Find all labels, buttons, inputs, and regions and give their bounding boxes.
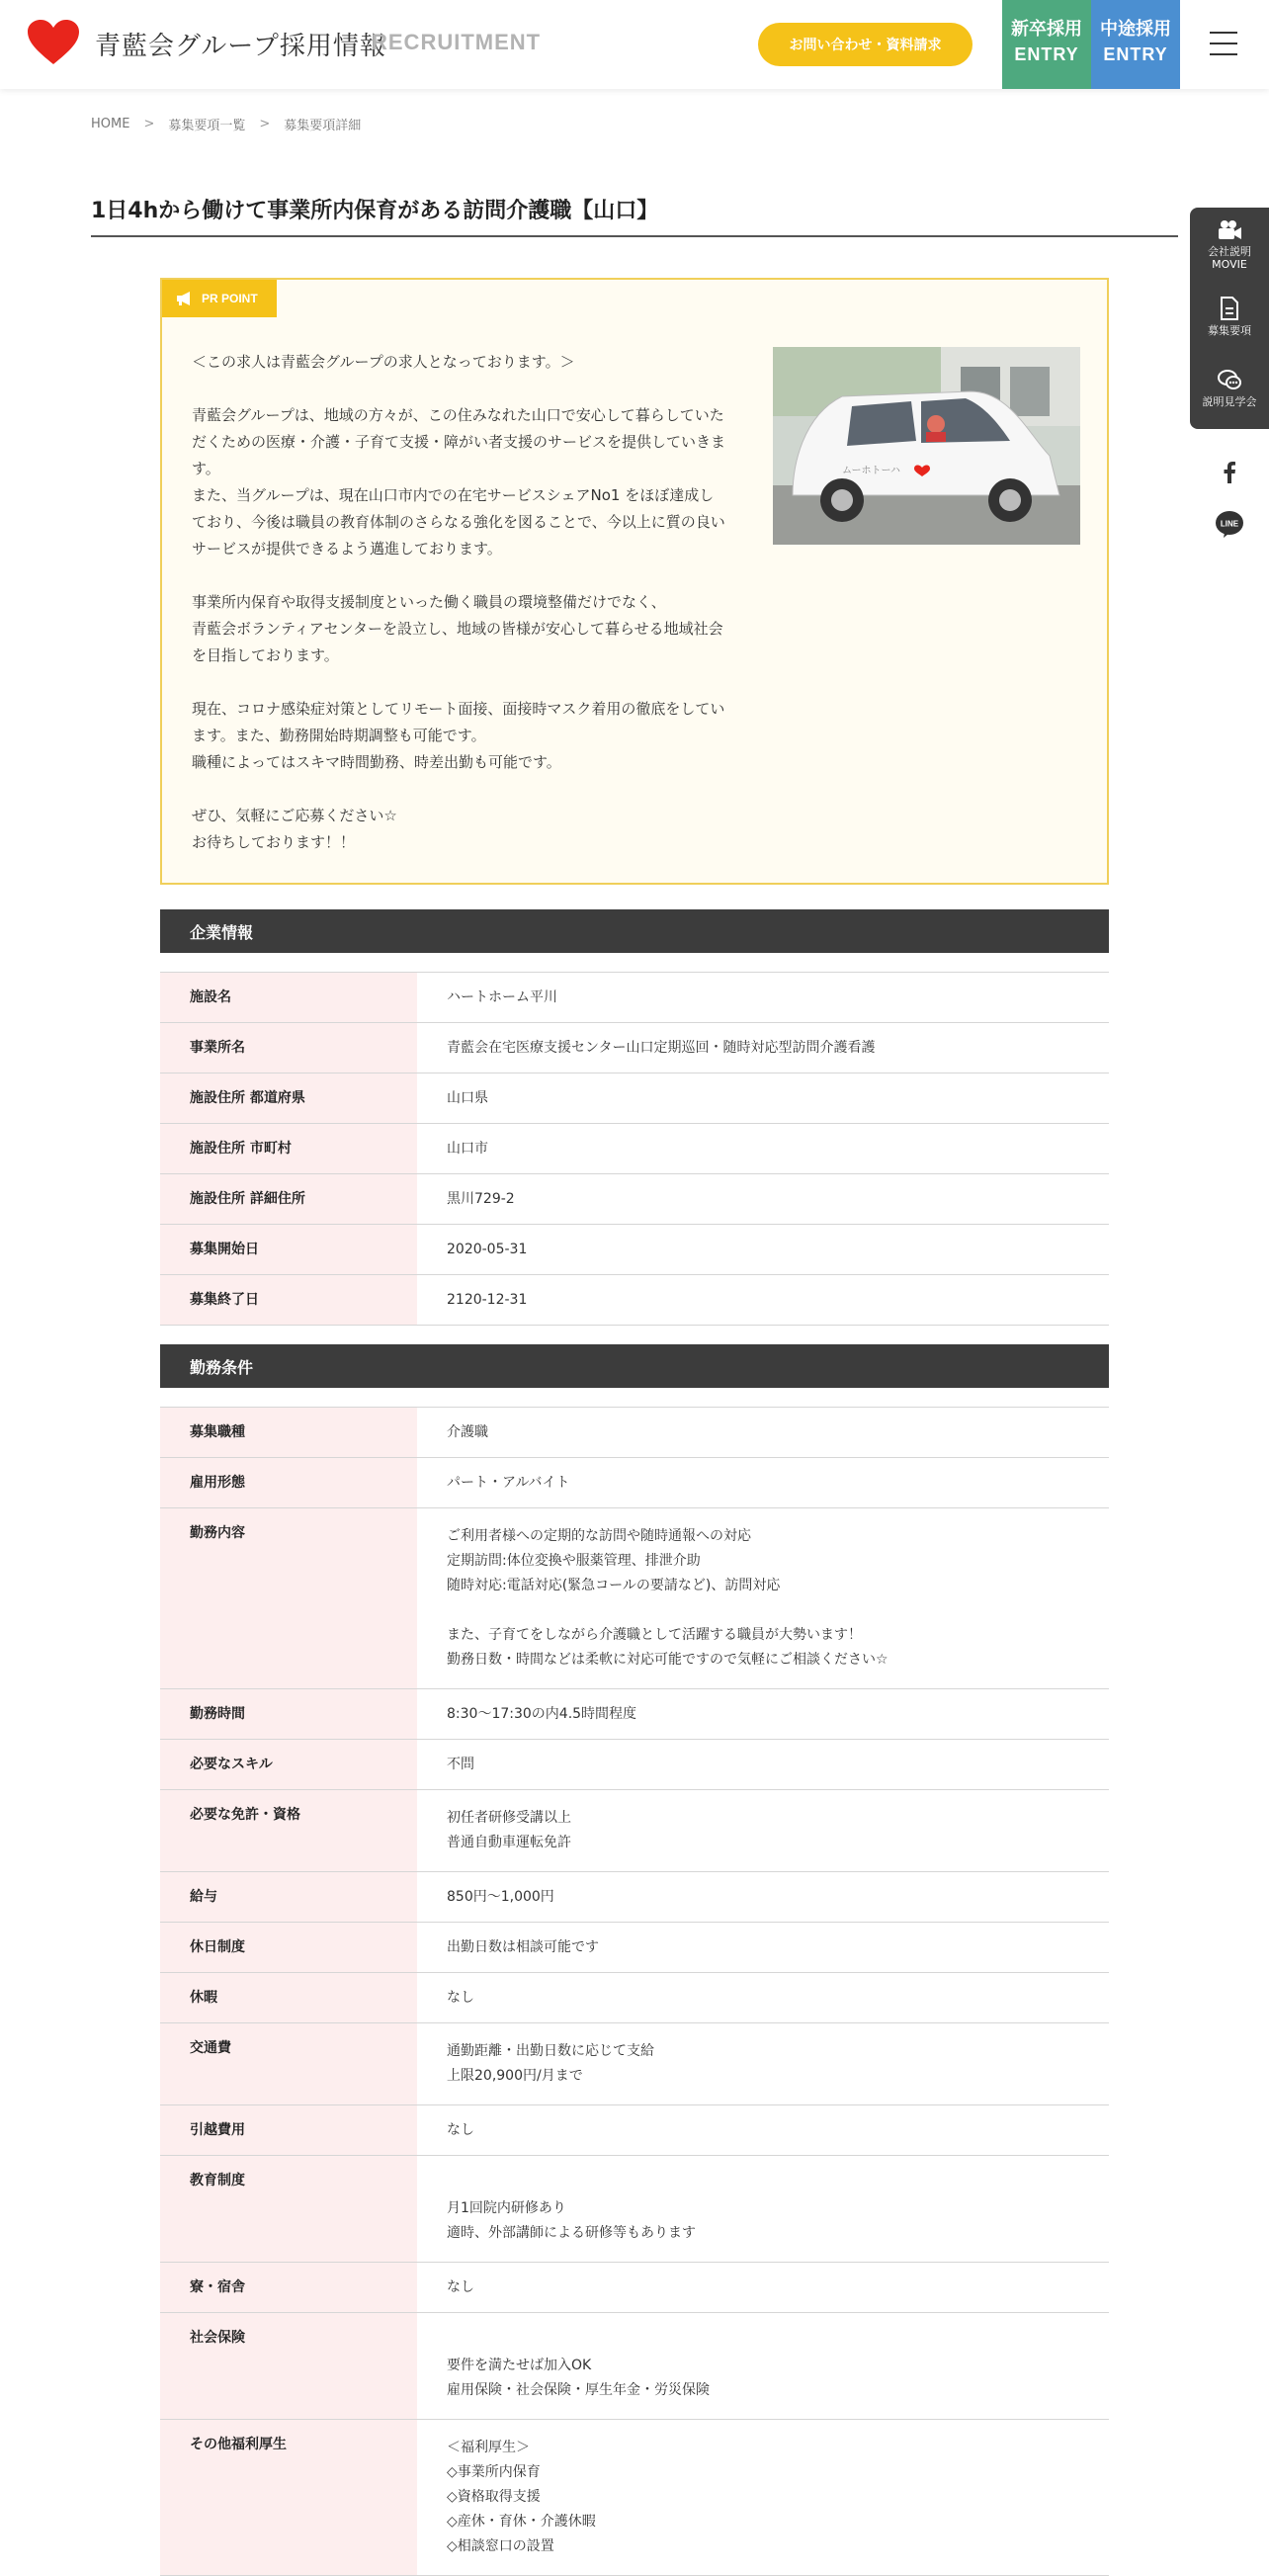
- work-conditions-table: [160, 1407, 1109, 2576]
- row-label: 引越費用: [160, 2105, 417, 2155]
- page-title: 1日4hから働けて事業所内保育がある訪問介護職【山口】: [91, 199, 659, 223]
- heart-logo-icon[interactable]: [28, 20, 79, 65]
- row-label: 募集職種: [160, 1408, 417, 1457]
- breadcrumb: [91, 115, 361, 133]
- table-row: [160, 1174, 1109, 1225]
- entry-new-sub: ENTRY: [1014, 44, 1079, 64]
- table-row: [160, 1225, 1109, 1275]
- pr-point-text: PR POINT: [202, 292, 258, 305]
- mid-career-entry-button[interactable]: [1091, 0, 1180, 89]
- row-label: 給与: [160, 1872, 417, 1922]
- company-info-heading: 企業情報: [160, 909, 1109, 953]
- site-title[interactable]: 青藍会グループ採用情報: [95, 32, 386, 61]
- table-row: [160, 2156, 1109, 2263]
- row-label: 施設名: [160, 973, 417, 1022]
- row-label: 施設住所 都道府県: [160, 1073, 417, 1123]
- side-floating-panel: [1190, 208, 1269, 429]
- table-row: [160, 1508, 1109, 1689]
- row-label: 施設住所 詳細住所: [160, 1174, 417, 1224]
- table-row: [160, 1923, 1109, 1973]
- row-label: 休暇: [160, 1973, 417, 2022]
- chevron-right-icon: >: [259, 117, 271, 131]
- table-row: [160, 1740, 1109, 1790]
- table-row: [160, 1408, 1109, 1458]
- row-value: 8:30～17:30の内4.5時間程度: [447, 1706, 637, 1722]
- row-value: 2120-12-31: [447, 1292, 528, 1308]
- row-value: 山口県: [447, 1090, 488, 1106]
- row-label: 社会保険: [160, 2313, 417, 2419]
- row-label: 寮・宿舎: [160, 2263, 417, 2312]
- row-value: 介護職: [447, 1424, 488, 1440]
- row-value: 月1回院内研修あり 適時、外部講師による研修等もあります: [447, 2200, 696, 2241]
- title-divider: [91, 235, 1178, 237]
- table-row: [160, 2105, 1109, 2156]
- row-value: 初任者研修受講以上 普通自動車運転免許: [447, 1810, 571, 1850]
- table-row: [160, 1872, 1109, 1923]
- entry-new-label: 新卒採用: [1011, 19, 1082, 40]
- side-movie-label-2: MOVIE: [1212, 258, 1247, 271]
- row-value: 2020-05-31: [447, 1242, 528, 1257]
- table-row: [160, 973, 1109, 1023]
- row-value: 通勤距離・出勤日数に応じて支給 上限20,900円/月まで: [447, 2043, 654, 2084]
- row-label: 必要なスキル: [160, 1740, 417, 1789]
- row-label: 募集終了日: [160, 1275, 417, 1325]
- chevron-right-icon: >: [143, 117, 155, 131]
- table-row: [160, 1790, 1109, 1872]
- row-label: 必要な免許・資格: [160, 1790, 417, 1871]
- entry-mid-sub: ENTRY: [1103, 44, 1168, 64]
- site-header: [0, 0, 1269, 89]
- row-value: 要件を満たせば加入OK 雇用保険・社会保険・厚生年金・労災保険: [447, 2358, 710, 2398]
- row-value: パート・アルバイト: [447, 1475, 570, 1491]
- row-value: 850円～1,000円: [447, 1889, 554, 1905]
- chat-icon: [1217, 368, 1242, 391]
- table-row: [160, 2023, 1109, 2105]
- document-icon: [1220, 297, 1239, 320]
- video-camera-icon: [1217, 219, 1242, 241]
- contact-button[interactable]: お問い合わせ・資料請求: [758, 23, 973, 66]
- row-value: なし: [447, 2279, 474, 2295]
- row-label: 勤務内容: [160, 1508, 417, 1688]
- breadcrumb-current: 募集要項詳細: [284, 119, 362, 133]
- pr-point-label: [162, 280, 277, 317]
- breadcrumb-home[interactable]: HOME: [91, 117, 130, 131]
- side-seminar-label: 説明見学会: [1202, 395, 1257, 408]
- side-item-requirements[interactable]: [1190, 297, 1269, 337]
- table-row: [160, 1023, 1109, 1073]
- table-row: [160, 1124, 1109, 1174]
- work-conditions-heading: 勤務条件: [160, 1344, 1109, 1388]
- row-value: なし: [447, 1990, 474, 2006]
- row-value: 出勤日数は相談可能です: [447, 1939, 599, 1955]
- row-value: ハートホーム平川: [447, 989, 557, 1005]
- table-row: [160, 1073, 1109, 1124]
- row-value: 不問: [447, 1757, 474, 1772]
- row-label: 教育制度: [160, 2156, 417, 2262]
- row-value: ＜福利厚生＞ ◇事業所内保育 ◇資格取得支援 ◇産休・育休・介護休暇 ◇相談窓口の設置: [447, 2440, 596, 2554]
- row-label: 募集開始日: [160, 1225, 417, 1274]
- row-label: 施設住所 市町村: [160, 1124, 417, 1173]
- pr-point-box: [160, 278, 1109, 885]
- line-icon[interactable]: [1212, 506, 1247, 542]
- row-value: 黒川729-2: [447, 1191, 515, 1207]
- breadcrumb-list[interactable]: 募集要項一覧: [168, 119, 246, 133]
- table-row: [160, 2313, 1109, 2420]
- new-graduate-entry-button[interactable]: [1002, 0, 1091, 89]
- car-photo-text: ムーホトーハ: [842, 466, 900, 476]
- table-row: [160, 1689, 1109, 1740]
- facebook-icon[interactable]: [1212, 455, 1247, 490]
- table-row: [160, 2263, 1109, 2313]
- row-label: 勤務時間: [160, 1689, 417, 1739]
- pr-description: ＜この求人は青藍会グループの求人となっております。＞ 青藍会グループは、地域の方々が、この住みなれた山口で安心して暮らしていただくための医療・介護・子育て支援・障がい者支援のサービスを提供していきます。 また、当グループは、現在山口市内での在宅サービスシェアNo1 をほぼ達成しており、今後は職員の教育体制のさらなる強化を図ることで、今以上に質の良いサービスが提供できるよう邁進しております。 事業所内保育や取得支援制度といった働く職員の環境整備だけでなく、 青藍会ボランティアセンターを設立し、地域の皆様が安心して暮らせる地域社会を目指しております。 現在、コロナ感染症対策としてリモート面接、面接時マスク着用の徹底をしています。また、勤務開始時期調整も可能です。 職種によってはスキマ時間勤務、時差出勤も可能です。 ぜひ、気軽にご応募ください☆ お待ちしております！！: [192, 353, 726, 851]
- site-subtitle: RECRUITMENT: [372, 30, 542, 54]
- row-label: 休日制度: [160, 1923, 417, 1972]
- menu-icon[interactable]: [1210, 32, 1239, 57]
- row-label: その他福利厚生: [160, 2420, 417, 2575]
- row-value: なし: [447, 2122, 474, 2138]
- megaphone-icon: [176, 292, 194, 305]
- row-label: 事業所名: [160, 1023, 417, 1073]
- table-row: [160, 1973, 1109, 2023]
- row-value: ご利用者様への定期的な訪問や随時通報への対応 定期訪問:体位変換や服薬管理、排泄介助 随時対応:電話対応(緊急コールの要請など)、訪問対応 また、子育てをしながら介護職として活躍する職員が大勢います！ 勤務日数・時間などは柔軟に対応可能ですので気軽にご相談ください☆: [447, 1528, 888, 1668]
- row-label: 雇用形態: [160, 1458, 417, 1507]
- side-requirements-label: 募集要項: [1208, 324, 1251, 337]
- row-value: 山口市: [447, 1141, 488, 1157]
- car-photo: [773, 347, 1080, 545]
- table-row: [160, 1458, 1109, 1508]
- company-info-table: [160, 972, 1109, 1326]
- side-item-seminar[interactable]: [1190, 368, 1269, 408]
- table-row: [160, 2420, 1109, 2576]
- side-item-movie[interactable]: [1190, 219, 1269, 271]
- side-movie-label-1: 会社説明: [1208, 245, 1251, 258]
- row-label: 交通費: [160, 2023, 417, 2104]
- row-value: 青藍会在宅医療支援センター山口定期巡回・随時対応型訪問介護看護: [447, 1040, 876, 1056]
- table-row: [160, 1275, 1109, 1326]
- entry-mid-label: 中途採用: [1100, 19, 1171, 40]
- line-icon-text: LINE: [1220, 519, 1239, 529]
